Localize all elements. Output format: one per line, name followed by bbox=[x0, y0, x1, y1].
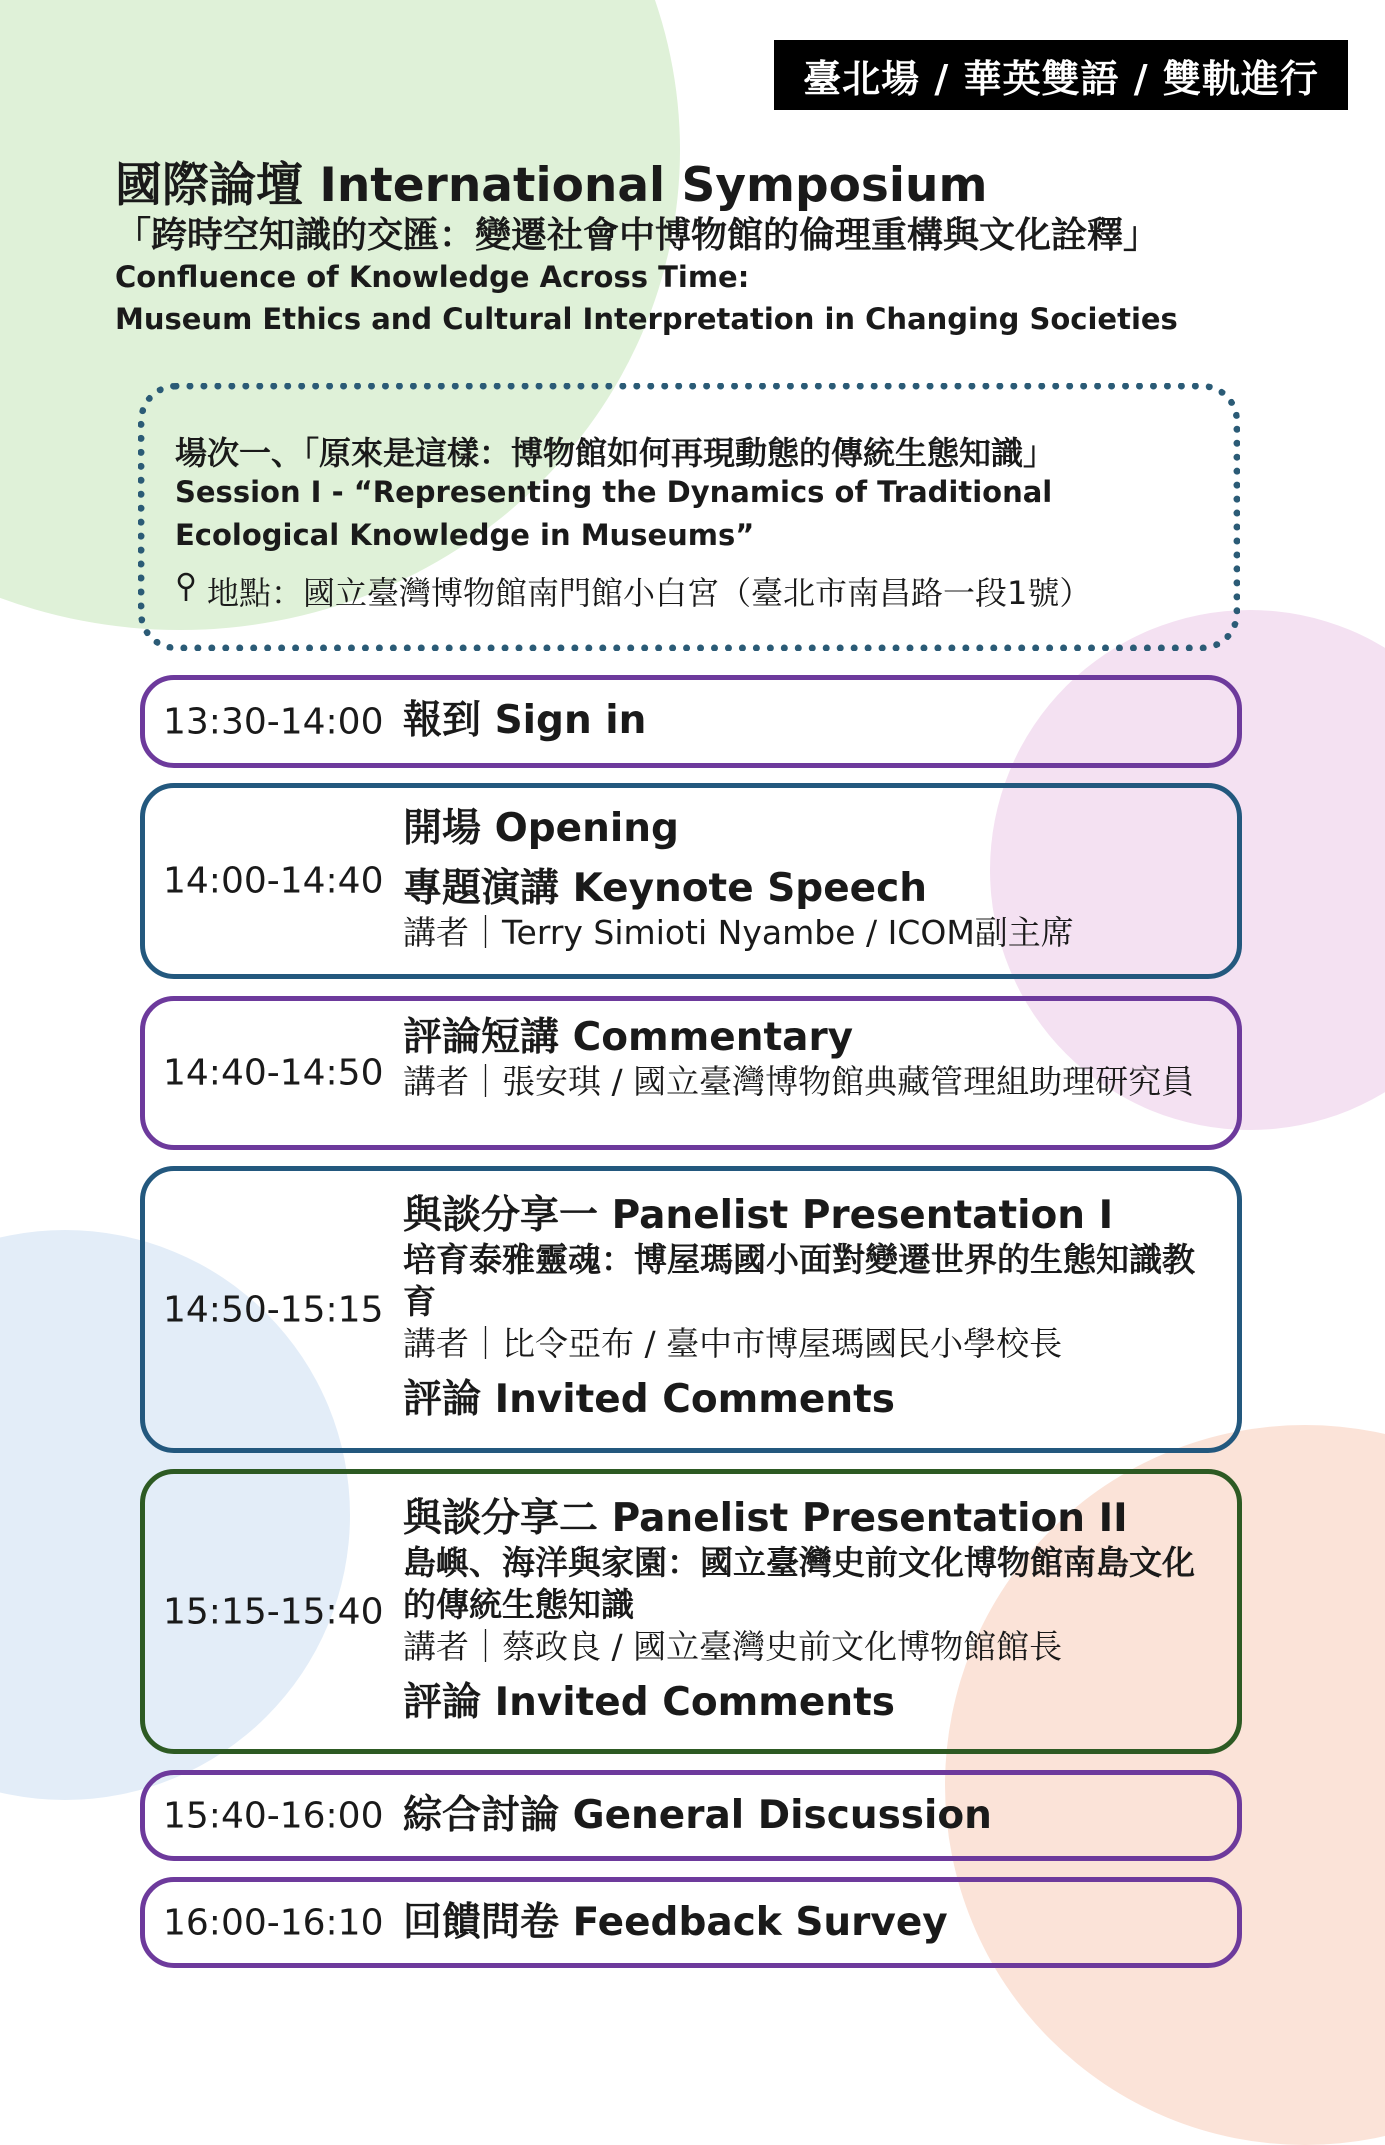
session-location bbox=[175, 568, 1091, 614]
map-pin-icon bbox=[175, 572, 201, 610]
session-title-en-line1: Session I - “Representing the Dynamics of Traditional bbox=[175, 475, 1053, 509]
slot-topic: 培育泰雅靈魂：博屋瑪國小面對變遷世界的生態知識教育 bbox=[403, 1240, 1195, 1321]
slot-speaker: 講者｜比令亞布 / 臺中市博屋瑪國民小學校長 bbox=[403, 1324, 1063, 1363]
slot-time: 15:15-15:40 bbox=[163, 1591, 384, 1632]
schedule-slot-general-discussion bbox=[140, 1770, 1242, 1861]
symposium-title: 國際論壇 International Symposium bbox=[115, 158, 988, 213]
slot-speaker: 講者｜蔡政良 / 國立臺灣史前文化博物館館長 bbox=[403, 1627, 1063, 1666]
slot-title: 綜合討論 General Discussion bbox=[403, 1793, 992, 1838]
slot-subtitle: 專題演講 Keynote Speech bbox=[403, 866, 928, 911]
slot-title: 評論短講 Commentary bbox=[403, 1015, 854, 1060]
session-location-text: 地點：國立臺灣博物館南門館小白宮（臺北市南昌路一段1號） bbox=[207, 574, 1092, 612]
slot-time: 13:30-14:00 bbox=[163, 701, 384, 742]
slot-title: 回饋問卷 Feedback Survey bbox=[403, 1900, 948, 1945]
slot-topic: 島嶼、海洋與家園：國立臺灣史前文化博物館南島文化的傳統生態知識 bbox=[403, 1543, 1195, 1624]
session-title-en-line2: Ecological Knowledge in Museums” bbox=[175, 518, 755, 552]
schedule-slot-signin bbox=[140, 675, 1242, 768]
schedule-slot-feedback bbox=[140, 1877, 1242, 1968]
symposium-theme-zh: 「跨時空知識的交匯：變遷社會中博物館的倫理重構與文化詮釋」 bbox=[115, 215, 1160, 256]
slot-title: 與談分享一 Panelist Presentation I bbox=[403, 1193, 1114, 1238]
slot-speaker: 講者｜Terry Simioti Nyambe / ICOM副主席 bbox=[403, 913, 1074, 952]
slot-time: 16:00-16:10 bbox=[163, 1902, 384, 1943]
slot-time: 15:40-16:00 bbox=[163, 1795, 384, 1836]
slot-title: 開場 Opening bbox=[403, 806, 679, 851]
slot-time: 14:50-15:15 bbox=[163, 1289, 384, 1330]
venue-badge: 臺北場 / 華英雙語 / 雙軌進行 bbox=[774, 40, 1348, 110]
schedule-slot-keynote bbox=[140, 783, 1242, 979]
session-title-zh: 場次一、「原來是這樣：博物館如何再現動態的傳統生態知識」 bbox=[175, 434, 1056, 472]
slot-speaker: 講者｜張安琪 / 國立臺灣博物館典藏管理組助理研究員 bbox=[403, 1062, 1195, 1101]
session-info-box bbox=[138, 383, 1240, 651]
slot-title: 與談分享二 Panelist Presentation II bbox=[403, 1496, 1128, 1541]
schedule-slot-commentary bbox=[140, 996, 1242, 1150]
slot-time: 14:40-14:50 bbox=[163, 1052, 384, 1094]
symposium-theme-en-line2: Museum Ethics and Cultural Interpretation in Changing Societies bbox=[115, 302, 1178, 336]
schedule-slot-panelist-1 bbox=[140, 1166, 1242, 1453]
symposium-theme-en-line1: Confluence of Knowledge Across Time: bbox=[115, 260, 750, 294]
slot-comments: 評論 Invited Comments bbox=[403, 1680, 895, 1725]
slot-title: 報到 Sign in bbox=[403, 698, 647, 743]
schedule-slot-panelist-2 bbox=[140, 1469, 1242, 1754]
slot-comments: 評論 Invited Comments bbox=[403, 1377, 895, 1422]
slot-time: 14:00-14:40 bbox=[163, 860, 384, 902]
